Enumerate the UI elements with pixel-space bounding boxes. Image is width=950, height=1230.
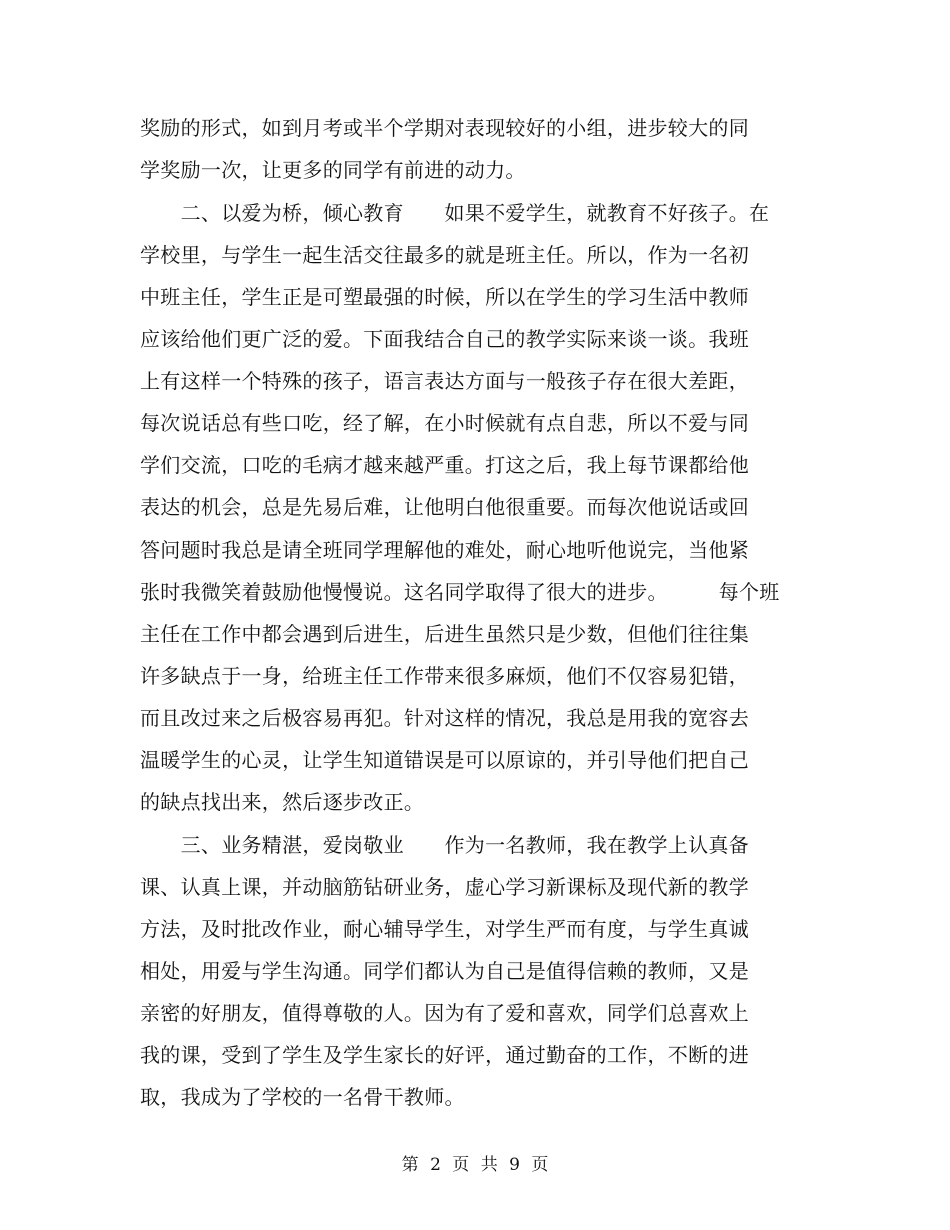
text-line: 二、以爱为桥，倾心教育 如果不爱学生，就教育不好孩子。在 [140,201,770,225]
text-line: 表达的机会，总是先易后难，让他明白他很重要。而每次他说话或回 [140,495,749,519]
text-line: 课、认真上课，并动脑筋钻研业务，虚心学习新课标及现代新的教学 [140,875,749,899]
text-line: 许多缺点于一身，给班主任工作带来很多麻烦，他们不仅容易犯错， [140,664,749,688]
text-line: 我的课，受到了学生及学生家长的好评，通过勤奋的工作，不断的进 [140,1043,749,1067]
text-line: 答问题时我总是请全班同学理解他的难处，耐心地听他说完，当他紧 [140,538,749,562]
text-line: 取，我成为了学校的一名骨干教师。 [140,1085,465,1109]
text-line: 主任在工作中都会遇到后进生，后进生虽然只是少数，但他们往往集 [140,622,749,646]
text-line: 每次说话总有些口吃，经了解，在小时候就有点自悲，所以不爱与同 [140,411,749,435]
text-line: 方法，及时批改作业，耐心辅导学生，对学生严而有度，与学生真诚 [140,917,749,941]
text-line: 奖励的形式，如到月考或半个学期对表现较好的小组，进步较大的同 [140,116,749,140]
text-line: 而且改过来之后极容易再犯。针对这样的情况，我总是用我的宽容去 [140,706,749,730]
text-line: 应该给他们更广泛的爱。下面我结合自己的教学实际来谈一谈。我班 [140,327,749,351]
text-line: 学奖励一次，让更多的同学有前进的动力。 [140,158,526,182]
text-line: 张时我微笑着鼓励他慢慢说。这名同学取得了很大的进步。 每个班 [140,580,780,604]
text-line: 的缺点找出来，然后逐步改正。 [140,790,425,814]
text-line: 学们交流，口吃的毛病才越来越严重。打这之后，我上每节课都给他 [140,453,749,477]
text-line: 相处，用爱与学生沟通。同学们都认为自己是值得信赖的教师，又是 [140,959,749,983]
text-line: 上有这样一个特殊的孩子，语言表达方面与一般孩子存在很大差距， [140,369,749,393]
text-line: 学校里，与学生一起生活交往最多的就是班主任。所以，作为一名初 [140,243,749,267]
text-line: 亲密的好朋友，值得尊敬的人。因为有了爱和喜欢，同学们总喜欢上 [140,1001,749,1025]
text-line: 三、业务精湛，爱岗敬业 作为一名教师，我在教学上认真备 [140,833,749,857]
text-line: 温暖学生的心灵，让学生知道错误是可以原谅的，并引导他们把自己 [140,748,749,772]
page-number: 第 2 页 共 9 页 [401,1155,549,1175]
text-line: 中班主任，学生正是可塑最强的时候，所以在学生的学习生活中教师 [140,285,749,309]
